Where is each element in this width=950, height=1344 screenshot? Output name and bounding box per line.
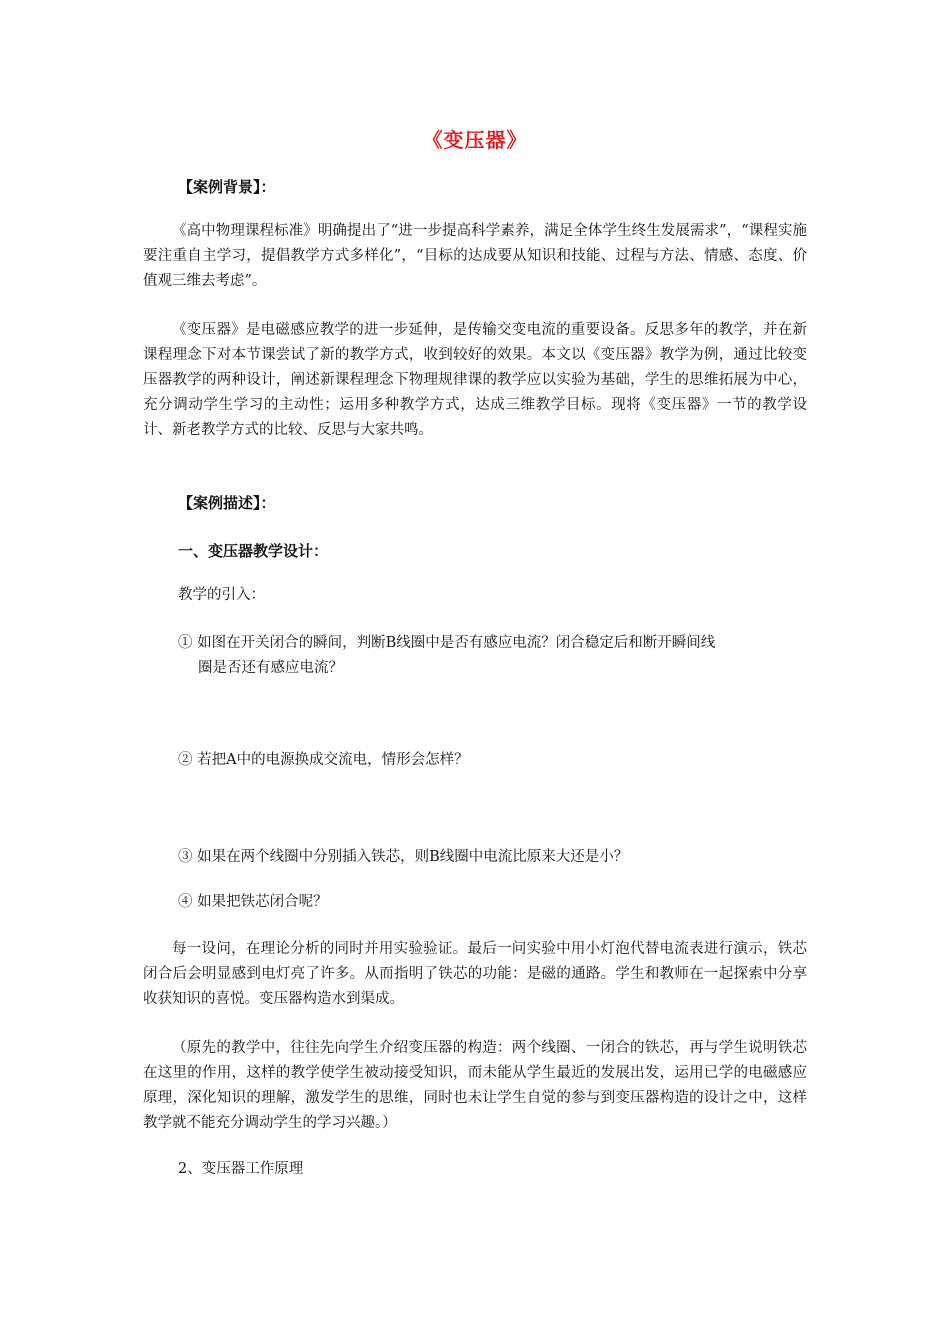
question-1: [178, 631, 808, 681]
section-1-heading: 一、变压器教学设计：: [178, 542, 329, 560]
intro-label: 教学的引入：: [178, 587, 265, 603]
question-1-line-1: ① 如图在开关闭合的瞬间，判断B线圈中是否有感应电流？闭合稳定后和断开瞬间线: [178, 635, 716, 651]
background-paragraph-2: 《变压器》是电磁感应教学的进一步延伸，是传输交变电流的重要设备。反思多年的教学，并在新课程理念下对本节课尝试了新的教学方式，收到较好的效果。本文以《变压器》教学为例，通过比较变压器教学的两种设计，阐述新课程理念下物理规律课的教学应以实验为基础，学生的思维拓展为中心，充分调动学生学习的主动性；运用多种教学方式，达成三维教学目标。现将《变压器》一节的教学设计、新老教学方式的比较、反思与大家共鸣。: [143, 322, 807, 438]
case-background-heading: 【案例背景】：: [178, 178, 276, 196]
question-3: ③ 如果在两个线圈中分别插入铁芯，则B线圈中电流比原来大还是小？: [178, 849, 629, 865]
question-2: ② 若把A中的电源换成交流电，情形会怎样？: [178, 752, 469, 768]
document-title: 《变压器》: [422, 128, 528, 152]
question-1-line-2: 圈是否还有感应电流？: [198, 660, 343, 676]
background-paragraph-1: 《高中物理课程标准》明确提出了“进一步提高科学素养，满足全体学生终生发展需求”，“课程实施要注重自主学习，提倡教学方式多样化”，“目标的达成要从知识和技能、过程与方法、情感、态度、价值观三维去考虑”。: [143, 223, 807, 289]
question-4: ④ 如果把铁芯闭合呢？: [178, 894, 328, 910]
case-description-heading: 【案例描述】：: [178, 494, 276, 512]
section-2-heading: 2、变压器工作原理: [178, 1161, 304, 1177]
experiment-paragraph: 每一设问，在理论分析的同时并用实验验证。最后一问实验中用小灯泡代替电流表进行演示，铁芯闭合后会明显感到电灯亮了许多。从而指明了铁芯的功能：是磁的通路。学生和教师在一起探索中分享收获知识的喜悦。变压器构造水到渠成。: [143, 941, 807, 1007]
original-teaching-paragraph: （原先的教学中，往往先向学生介绍变压器的构造：两个线圈、一闭合的铁芯，再与学生说明铁芯在这里的作用，这样的教学使学生被动接受知识，而未能从学生最近的发展出发，运用已学的电磁感应原理，深化知识的理解，激发学生的思维，同时也未让学生自觉的参与到变压器构造的设计之中，这样教学就不能充分调动学生的学习兴趣。）: [143, 1040, 807, 1131]
